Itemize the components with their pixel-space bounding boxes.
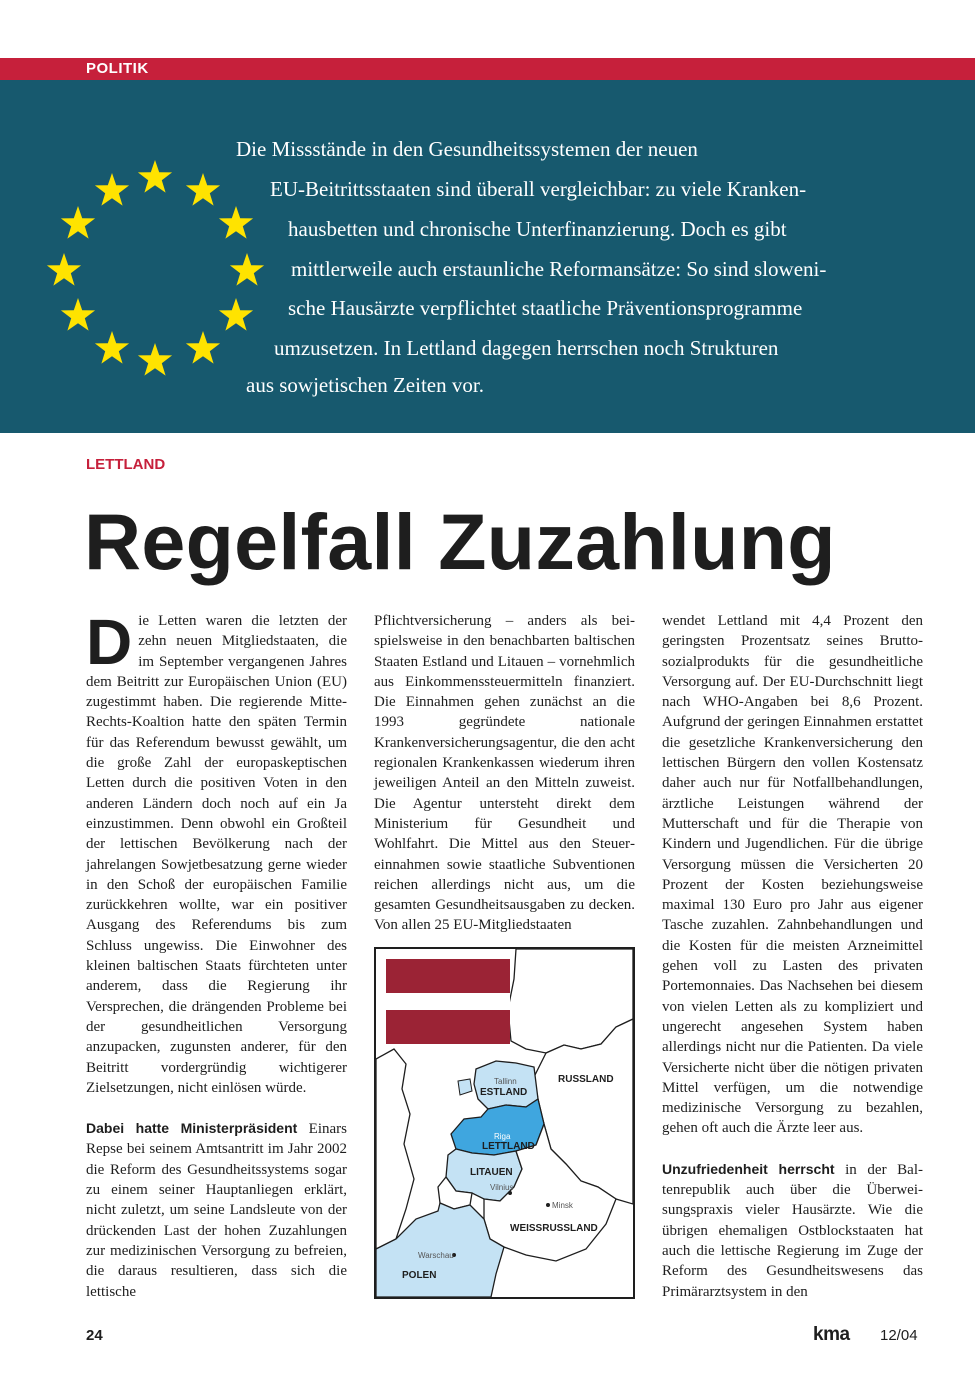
country-label: LETTLAND <box>482 1141 535 1152</box>
country-label: RUSSLAND <box>558 1074 614 1085</box>
paragraph <box>662 611 923 1139</box>
section-bar <box>0 58 975 80</box>
drop-cap: D <box>86 606 133 678</box>
intro-line: hausbetten und chronische Unterfinanzierung. Doch es gibt <box>288 217 787 241</box>
paragraph-text: in der Baltenrepublik auch über die Überweisungspraxis vieler Hausärzte. Wie die übrigen ehemaligen Ostblockstaaten hat auch die lettische Regierung im Zuge der Reform des Gesundheitswesens das Primärarztsystem in den <box>662 1161 923 1300</box>
star-icon <box>138 343 172 376</box>
country-label: POLEN <box>402 1270 437 1281</box>
latvia-flag-stripe <box>386 993 510 1010</box>
city-label: Riga <box>494 1132 511 1141</box>
intro-line: mittlerweile auch erstaunliche Reformansätze: So sind sloweni- <box>291 257 827 281</box>
article-kicker: LETTLAND <box>86 456 166 473</box>
top-margin <box>0 0 975 58</box>
paragraph-lead: Unzufriedenheit herrscht <box>662 1160 835 1177</box>
baltic-map <box>374 947 635 1299</box>
intro-line: EU-Beitrittsstaaten sind überall vergleichbar: zu viele Kranken- <box>270 177 807 201</box>
paragraph-text: Pflichtversicherung – anders als beispielsweise in den benachbarten baltischen Staaten Estland und Litauen – vornehmlich aus Einkommenssteuermitteln finanziert. Die Einnahmen gehen zunächst an die 1993 gegründete nationale Krankenversicherungsagentur, die den acht regionalen Krankenkassen wiederum ihren jeweiligen Anteil an den Mitteln zuweist. Die Agentur untersteht direkt dem Ministerium für Gesundheit und Wohlfahrt. Die Mittel aus den Steuereinnahmen sowie staatliche Subventionen reichen allerdings nicht aus, um die gesamten Gesundheitsausgaben zu decken. Von allen 25 EU-Mitgliedstaaten <box>374 613 635 934</box>
paragraph-text: ie Letten waren die letzten der zehn neuen Mitgliedstaaten, die im September vergangenen Jahres dem Beitritt zur Europäischen Union (EU) zugestimmt haben. Die regierende Mitte-Rechts-Koaltion hatte den späten Termin für das Referendum bewusst gewählt, um die große Zahl der europaskeptischen Letten durch die positiven Voten in den anderen Ländern doch noch auf ein Ja einzustimmen. Denn obwohl ein Großteil der lettischen Bevölkerung nach der jahrelangen Sowjetbesatzung gerne wieder in den Schoß der europäischen Familie zurückkehren wollte, war ein positiver Ausgang des Referendums bis zum Schluss ungewiss. Die Einwohner des kleinen baltischen Staats fürchteten unter anderem, dass die Regierung ihr Versprechen, die drängenden Probleme bei der gesundheitlichen Versorgung anzupacken, zugunsten anderer, für den Beitritt vordergründig wichtigerer Zielsetzungen, nicht einlösen würde. <box>86 613 347 1096</box>
paragraph-text: wendet Lettland mit 4,4 Prozent den geringsten Prozentsatz seines Bruttosozialprodukts für die gesundheitliche Versorgung auf. Der EU-Durchschnitt liegt nach WHO-Angaben bei 8,6 Prozent. Aufgrund der geringen Einnahmen erstattet die gesetzliche Krankenversicherung den lettischen Bürgern den vollen Kostensatz daher auch nur für Notfallbehandlungen, ärztliche Leistungen während der Mutterschaft und für die Therapie von Kindern und Jugendlichen. Für die übrige Versorgung müssen die Versicherten 20 Prozent der Kosten beziehungsweise maximal 130 Euro pro Jahr aus eigener Tasche zuzahlen. Zahnbehandlungen und die Kosten für die meisten Arzneimittel gehen voll zu Lasten des privaten Portemonnaies. Das Nachsehen bei diesem von vielen Letten als zu kompliziert und ungerecht angesehen System haben allerdings nicht nur die Patienten. Da viele Versicherte nicht über die nötigen privaten Mittel verfügen, um die notwendige medizinische Versorgung zu bezahlen, gehen oft auch die Ärzte leer aus. <box>662 613 923 1137</box>
star-icon <box>219 206 253 239</box>
minsk-dot <box>546 1203 550 1207</box>
star-icon <box>230 253 264 286</box>
paragraph-lead: Dabei hatte Ministerpräsident <box>86 1120 298 1137</box>
paragraph-text: Einars Repse bei seinem Amtsantritt im Jahr 2002 die Reform des Gesundheitssystems sogar zu einem seiner Hauptanliegen erklärt, nicht zuletzt, um seine Landsleute von der drückenden Last der hohen Zuzahlungen zur medizinischen Versorgung zu befreien, die daraus resultieren, dass sich die lettische <box>86 1121 347 1300</box>
star-icon <box>95 173 129 206</box>
intro-line: sche Hausärzte verpflichtet staatliche Präventionsprogramme <box>288 296 803 320</box>
star-icon <box>219 298 253 331</box>
paragraph <box>86 1118 347 1302</box>
city-label: Minsk <box>552 1201 573 1210</box>
eu-stars-icon <box>40 150 280 390</box>
country-label: LITAUEN <box>470 1167 513 1178</box>
section-label: POLITIK <box>86 60 149 77</box>
city-label: Tallinn <box>494 1077 517 1086</box>
intro-line: aus sowjetischen Zeiten vor. <box>246 373 484 397</box>
article-column-2 <box>374 611 635 936</box>
issue-number: 12/04 <box>880 1327 918 1344</box>
city-label: Vilnius <box>490 1183 514 1192</box>
paragraph <box>374 611 635 936</box>
star-icon <box>61 206 95 239</box>
map-graphic <box>376 949 633 1297</box>
article-column-1 <box>86 606 347 1302</box>
page-title: Regelfall Zuzahlung <box>84 497 836 586</box>
paragraph <box>86 606 347 1098</box>
star-icon <box>61 298 95 331</box>
article-column-3 <box>662 611 923 1302</box>
country-label: WEISSRUSSLAND <box>510 1223 598 1234</box>
magazine-logo: kma <box>813 1324 850 1345</box>
star-icon <box>186 331 220 364</box>
paragraph <box>662 1159 923 1302</box>
star-icon <box>186 173 220 206</box>
city-label: Warschau <box>418 1251 454 1260</box>
intro-line: umzusetzen. In Lettland dagegen herrschen noch Strukturen <box>274 336 779 360</box>
intro-line: Die Missstände in den Gesundheitssystemen der neuen <box>236 137 698 161</box>
star-icon <box>138 160 172 193</box>
country-label: ESTLAND <box>480 1087 528 1098</box>
page-number: 24 <box>86 1327 103 1344</box>
star-icon <box>47 253 81 286</box>
star-icon <box>95 331 129 364</box>
